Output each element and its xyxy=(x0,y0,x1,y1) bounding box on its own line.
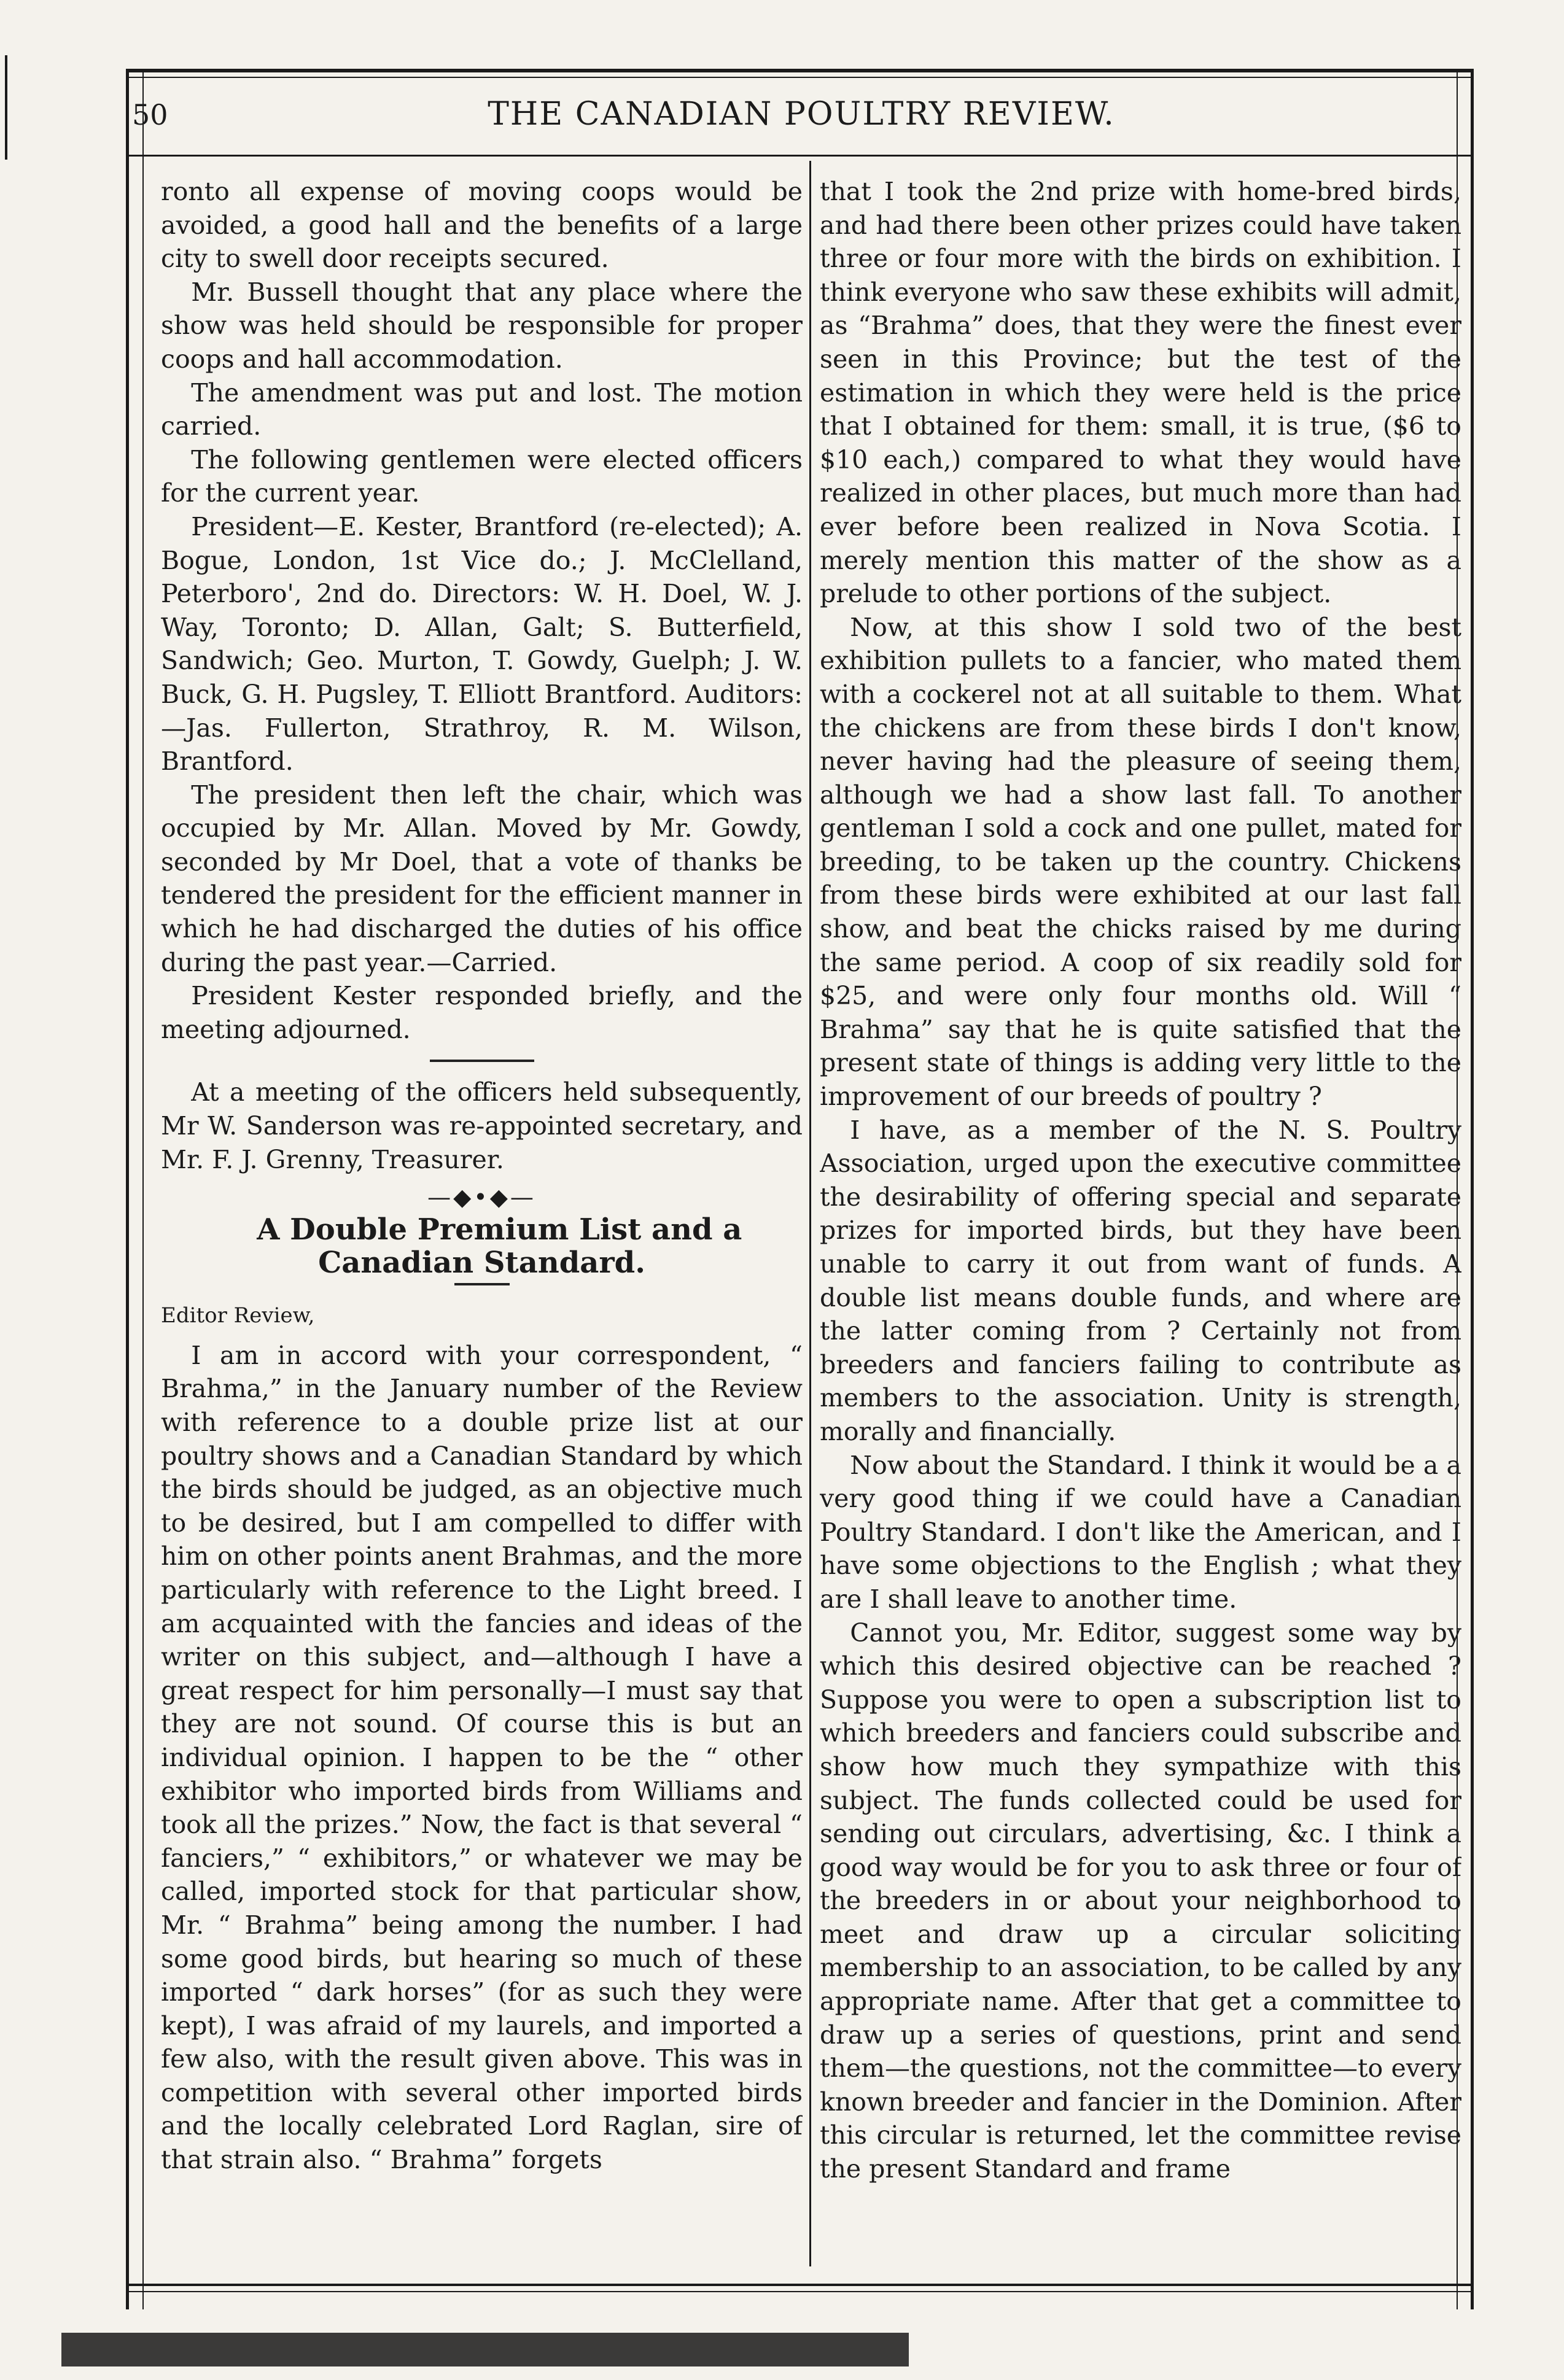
paragraph: Mr. Bussell thought that any place where the show was held should be responsible for proper coops and hall accommodation. xyxy=(161,277,803,374)
scan-bottom-band xyxy=(61,2333,909,2366)
top-border-rule xyxy=(126,69,1474,72)
paragraph: At a meeting of the officers held subsequently, Mr W. Sanderson was re-appointed secretary, and Mr. F. J. Grenny, Treasurer. xyxy=(161,1077,803,1174)
top-border-rule-thin xyxy=(126,77,1474,78)
bottom-border-rule xyxy=(126,2284,1474,2286)
bottom-border-rule-thin xyxy=(126,2291,1474,2292)
column-divider xyxy=(809,161,811,2266)
article-title: A Double Premium List and a Canadian Standard. xyxy=(257,1212,742,1281)
left-edge-mark xyxy=(5,55,7,160)
page-number: 50 xyxy=(132,98,168,131)
left-border-rule-inner xyxy=(142,69,144,2309)
right-border-rule xyxy=(1471,69,1474,2309)
paragraph: that I took the 2nd prize with home-bred birds, and had there been other prizes could have taken three or four more with the birds on exhibition. I think everyone who saw these exhibits will admit, as “Brahma” does, that they were the finest ever seen in this Province; but the test of the estimation in which they were held is the price that I obtained for them: small, it is true, ($6 to $10 each,) compared to what they would have realized in other places, but much more than had ever before been realized in Nova Scotia. I merely mention this matter of the show as a prelude to other portions of the subject. xyxy=(820,177,1461,609)
paragraph: President Kester responded briefly, and the meeting adjourned. xyxy=(161,981,803,1044)
paragraph: The amendment was put and lost. The motion carried. xyxy=(161,378,803,441)
paragraph: Now about the Standard. I think it would be a a very good thing if we could have a Canadian Poultry Standard. I don't like the American, and I have some objections to the English ; what they are I shall leave to another time. xyxy=(820,1450,1461,1614)
paragraph: ronto all expense of moving coops would be avoided, a good hall and the benefits of a large city to swell door receipts secured. xyxy=(161,177,803,274)
page-header xyxy=(132,92,1471,141)
section-rule xyxy=(430,1060,534,1062)
paragraph: I am in accord with your correspondent, “ Brahma,” in the January number of the Review with reference to a double prize list at our poultry shows and a Canadian Standard by which the birds should be judged, as an objective much to be desired, but I am compelled to differ with him on other points anent Brahmas, and the more particularly with reference to the Light breed. I am acquainted with the fancies and ideas of the writer on this subject, and—although I have a great respect for him personally—I must say that they are not sound. Of course this is but an individual opinion. I happen to be the “ other exhibitor who imported birds from Williams and took all the prizes.” Now, the fact is that several “ fanciers,” “ exhibitors,” or whatever we may be called, imported stock for that particular show, Mr. “ Brahma” being among the number. I had some good birds, but hearing so much of these imported “ dark horses” (for as such they were kept), I was afraid of my laurels, and imported a few also, with the result given above. This was in competition with several other imported birds and the locally celebrated Lord Raglan, sire of that strain also. “ Brahma” forgets xyxy=(161,1340,803,2175)
left-column xyxy=(161,175,803,2259)
paragraph: The following gentlemen were elected officers for the current year. xyxy=(161,444,803,508)
paragraph: Now, at this show I sold two of the best exhibition pullets to a fancier, who mated them with a cockerel not at all suitable to them. What the chickens are from these birds I don't know, never having had the pleasure of seeing them, although we had a show last fall. To another gentleman I sold a cock and one pullet, mated for breeding, to be taken up the country. Chickens from these birds were exhibited at our last fall show, and beat the chicks raised by me during the same period. A coop of six readily sold for $25, and were only four months old. Will “ Brahma” say that he is quite satisfied that the present state of things is adding very little to the improvement of our breeds of poultry ? xyxy=(820,612,1461,1112)
paragraph: The president then left the chair, which was occupied by Mr. Allan. Moved by Mr. Gowdy, seconded by Mr Doel, that a vote of thanks be tendered the president for the efficient manner in which he had discharged the duties of his office during the past year.—Carried. xyxy=(161,780,803,977)
paragraph: President—E. Kester, Brantford (re-elected); A. Bogue, London, 1st Vice do.; J. McClelland, Peterboro', 2nd do. Directors: W. H. Doel, W. J. Way, Toronto; D. Allan, Galt; S. Butterfield, Sandwich; Geo. Murton, T. Gowdy, Guelph; J. W. Buck, G. H. Pugsley, T. Elliott Brantford. Auditors:—Jas. Fullerton, Strathroy, R. M. Wilson, Brantford. xyxy=(161,511,803,777)
left-border-rule xyxy=(126,69,129,2309)
header-underline xyxy=(126,155,1474,157)
paragraph: I have, as a member of the N. S. Poultry Association, urged upon the executive committee the desirability of offering special and separate prizes for imported birds, but they have been unable to carry it out from want of funds. A double list means double funds, and where are the latter coming from ? Certainly not from breeders and fanciers failing to contribute as members to the association. Unity is strength, morally and financially. xyxy=(820,1115,1461,1446)
right-column xyxy=(820,175,1461,2259)
ornament-divider: —◆•◆— xyxy=(427,1184,536,1211)
page-title: THE CANADIAN POULTRY REVIEW. xyxy=(488,96,1115,133)
salutation: Editor Review, xyxy=(161,1303,315,1328)
title-rule xyxy=(454,1283,510,1285)
paragraph: Cannot you, Mr. Editor, suggest some way by which this desired objective can be reached ? Suppose you were to open a subscription list to which breeders and fanciers could subscribe and show how much they sympathize with this subject. The funds collected could be used for sending out circulars, advertising, &c. I think a good way would be for you to ask three or four of the breeders in or about your neighborhood to meet and draw up a circular soliciting membership to an association, to be called by any appropriate name. After that get a committee to draw up a series of questions, print and send them—the questions, not the committee—to every known breeder and fancier in the Dominion. After this circular is returned, let the committee revise the present Standard and frame xyxy=(820,1618,1461,2184)
